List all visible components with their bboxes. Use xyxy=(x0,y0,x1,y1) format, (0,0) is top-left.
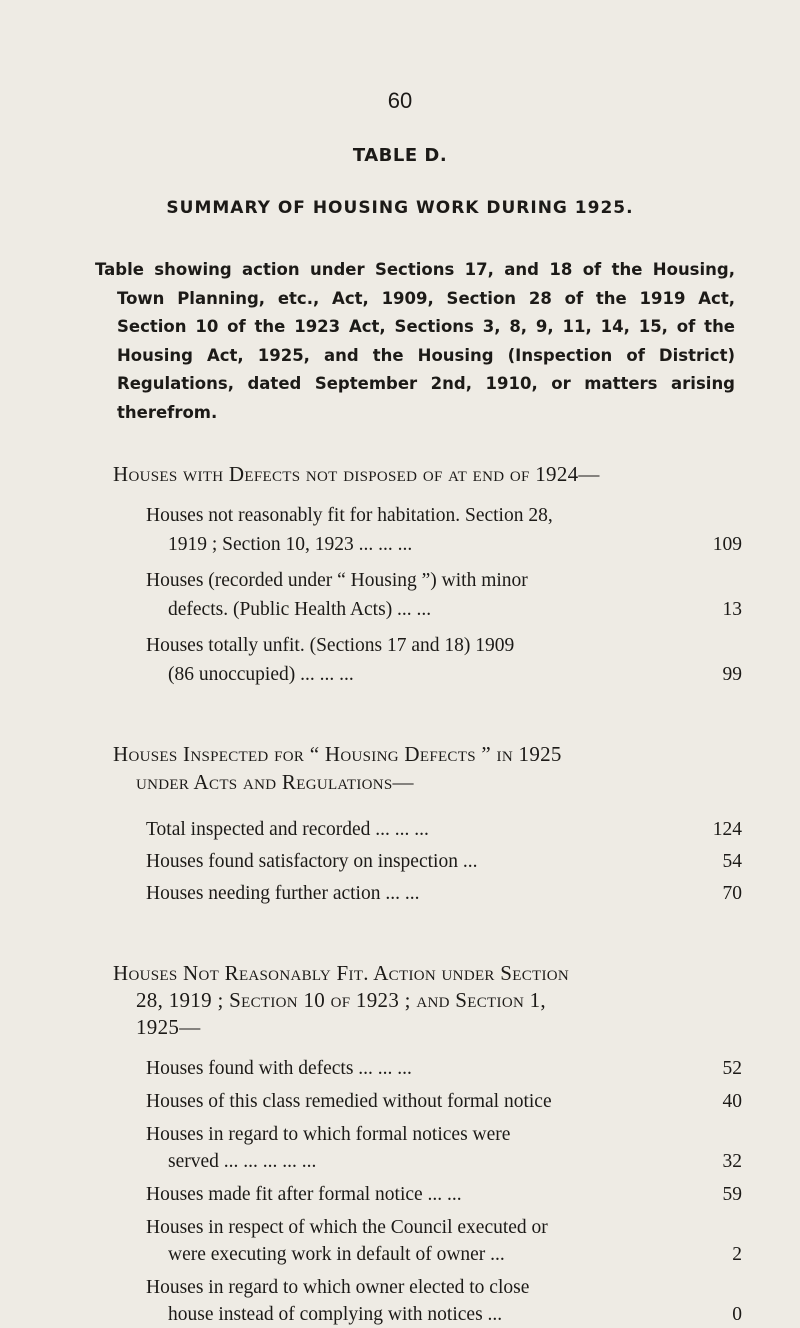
section-not-fit-list xyxy=(146,1055,742,1328)
item-text: Houses made fit after formal notice ... ... xyxy=(146,1184,462,1205)
list-item xyxy=(146,846,742,878)
page-number: 60 xyxy=(387,88,413,113)
section-heading-inspected xyxy=(113,740,743,796)
item-text: Houses (recorded under “ Housing ”) with minor xyxy=(146,570,528,591)
item-value: 13 xyxy=(722,598,742,620)
section-heading-not-fit xyxy=(113,960,743,1041)
item-text: Houses not reasonably fit for habitation. Section 28, xyxy=(146,505,553,526)
list-item xyxy=(146,878,742,910)
item-text-cont: house instead of complying with notices ... xyxy=(168,1304,503,1325)
item-text: Houses found with defects ... ... ... xyxy=(146,1058,412,1079)
list-item xyxy=(146,814,742,846)
item-value: 2 xyxy=(732,1244,742,1265)
item-text-cont: 1919 ; Section 10, 1923 ... ... ... xyxy=(168,533,413,555)
item-text-cont: were executing work in default of owner ... xyxy=(168,1244,505,1265)
list-item xyxy=(146,1088,742,1115)
section-heading-defects: Houses with Defects not disposed of at end of 1924— xyxy=(113,462,600,486)
list-item xyxy=(146,1214,742,1268)
item-text: Houses found satisfactory on inspection ... xyxy=(146,851,478,872)
item-text-cont: served ... ... ... ... ... xyxy=(168,1151,317,1172)
intro-text: Table showing action under Sections 17, and 18 of the Housing, Town Planning, etc., Act, 1909, Section 28 of the 1919 Act, Section 10 of the 1923 Act, Sections 3, 8, 9, 11, 14, 15, of the Housing Act, 1925, and the Housing (Inspection of District) Regulations, dated September 2nd, 1910, or matters arising therefrom. xyxy=(95,260,735,422)
item-text: Houses of this class remedied without formal notice xyxy=(146,1091,552,1112)
item-value: 59 xyxy=(722,1184,742,1205)
item-text: Houses in respect of which the Council executed or xyxy=(146,1217,548,1238)
section-defects-list xyxy=(146,502,742,689)
item-value: 70 xyxy=(722,883,742,904)
list-item xyxy=(146,1274,742,1328)
heading-line: Houses Not Reasonably Fit. Action under Section xyxy=(113,961,570,985)
table-title: TABLE D. xyxy=(352,145,448,166)
list-item xyxy=(146,567,742,624)
list-item xyxy=(146,1181,742,1208)
heading-line: 28, 1919 ; Section 10 of 1923 ; and Section 1, xyxy=(136,988,546,1012)
list-item xyxy=(146,502,742,559)
heading-line: under Acts and Regulations— xyxy=(136,770,414,794)
heading-line: 1925— xyxy=(136,1015,201,1039)
item-value: 0 xyxy=(732,1304,742,1325)
item-text: Houses in regard to which owner elected to close xyxy=(146,1277,530,1298)
item-text: Houses in regard to which formal notices were xyxy=(146,1124,511,1145)
item-value: 40 xyxy=(722,1091,742,1112)
intro-paragraph xyxy=(95,256,735,427)
list-item xyxy=(146,632,742,689)
item-text: Houses totally unfit. (Sections 17 and 18) 1909 xyxy=(146,635,515,656)
item-value: 109 xyxy=(712,533,742,555)
item-text: Total inspected and recorded ... ... ... xyxy=(146,819,429,840)
item-value: 32 xyxy=(722,1151,742,1172)
item-value: 99 xyxy=(722,663,742,685)
item-text: Houses needing further action ... ... xyxy=(146,883,420,904)
item-value: 52 xyxy=(722,1058,742,1079)
section-inspected-list xyxy=(146,814,742,910)
item-text-cont: defects. (Public Health Acts) ... ... xyxy=(168,598,432,620)
item-value: 124 xyxy=(712,819,742,840)
list-item xyxy=(146,1121,742,1175)
item-text-cont: (86 unoccupied) ... ... ... xyxy=(168,663,354,685)
list-item xyxy=(146,1055,742,1082)
summary-title: SUMMARY OF HOUSING WORK DURING 1925. xyxy=(166,198,634,218)
item-value: 54 xyxy=(722,851,742,872)
heading-line: Houses Inspected for “ Housing Defects ” in 1925 xyxy=(113,742,562,766)
